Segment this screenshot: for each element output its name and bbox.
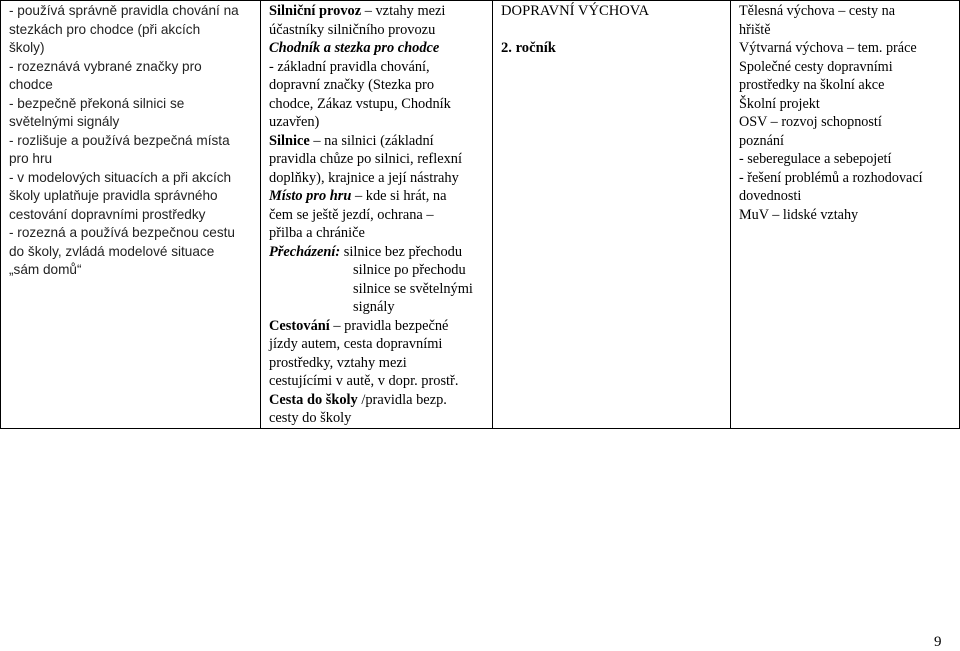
content-line: silnice se světelnými <box>353 280 473 297</box>
outcome-line: - v modelových situacích a při akcích <box>9 169 232 185</box>
crosslinks-cell <box>731 1 960 429</box>
topic-heading: Cesta do školy <box>269 391 358 408</box>
outcomes-cell <box>1 1 261 429</box>
content-line: chodce, Zákaz vstupu, Chodník <box>269 95 451 112</box>
topic-heading: Cestování <box>269 317 330 334</box>
content-line: cesty do školy <box>269 410 352 426</box>
crosslink-line: Školní projekt <box>739 95 820 112</box>
content-line: dopravní značky (Stezka pro <box>269 77 435 93</box>
crosslink-line: poznání <box>739 132 784 149</box>
content-line: - základní pravidla chování, <box>269 58 430 75</box>
outcome-line: cestování dopravními prostředky <box>9 206 206 222</box>
crosslink-line: Výtvarná výchova – tem. práce <box>739 40 917 56</box>
outcome-line: „sám domů“ <box>9 262 82 277</box>
content-line: Silnice – na silnici (základní <box>269 132 434 149</box>
grade-label: 2. ročník <box>501 40 556 56</box>
outcome-line: chodce <box>9 77 53 92</box>
spacer <box>501 21 725 40</box>
content-line: silnice po přechodu <box>353 262 466 278</box>
crosslink-line: - řešení problémů a rozhodovací <box>739 169 923 186</box>
outcome-line: - používá správně pravidla chování na <box>9 3 239 18</box>
content-line: účastníky silničního provozu <box>269 21 436 38</box>
content-line: pravidla chůze po silnici, reflexní <box>269 151 463 167</box>
crosslink-line: Tělesná výchova – cesty na <box>739 3 896 19</box>
outcome-line: světelnými signály <box>9 114 120 129</box>
outcome-line: pro hru <box>9 151 53 166</box>
content-line: přilba a chrániče <box>269 225 365 241</box>
content-line: signály <box>353 299 395 315</box>
content-line: prostředky, vztahy mezi <box>269 354 407 371</box>
topic-heading: Silnice <box>269 132 310 149</box>
content-line: doplňky), krajnice a její nástrahy <box>269 169 459 186</box>
crosslink-line: Společné cesty dopravními <box>739 58 893 75</box>
outcome-line: - rozezná a používá bezpečnou cestu <box>9 225 235 240</box>
crosslink-line: hřiště <box>739 21 771 38</box>
content-line: Cestování – pravidla bezpečné <box>269 317 449 334</box>
content-line: cestujícími v autě, v dopr. prostř. <box>269 373 459 389</box>
crosslink-line: OSV – rozvoj schopností <box>739 114 882 130</box>
topic-heading: Silniční provoz <box>269 3 362 19</box>
crosslink-line: MuV – lidské vztahy <box>739 206 859 223</box>
content-line: Místo pro hru – kde si hrát, na <box>269 188 447 204</box>
subject-title: DOPRAVNÍ VÝCHOVA <box>501 3 649 19</box>
outcome-line: - bezpečně překoná silnici se <box>9 95 185 111</box>
outcome-line: školy uplatňuje pravidla správného <box>9 188 218 203</box>
content-line <box>269 39 487 58</box>
outcome-line: - rozlišuje a používá bezpečná místa <box>9 132 230 148</box>
content-cell <box>261 1 493 429</box>
topic-heading: Přecházení: <box>269 243 341 260</box>
outcome-line: stezkách pro chodce (při akcích <box>9 21 201 37</box>
page-number: 9 <box>934 634 942 650</box>
content-line: jízdy autem, cesta dopravními <box>269 336 443 352</box>
content-line: Cesta do školy /pravidla bezp. <box>269 391 447 408</box>
outcome-line: - rozeznává vybrané značky pro <box>9 58 202 74</box>
crosslink-line: prostředky na školní akce <box>739 77 885 93</box>
content-line: čem se ještě jezdí, ochrana – <box>269 206 434 223</box>
crosslink-line: dovednosti <box>739 188 802 204</box>
topic-heading: Místo pro hru <box>269 188 352 204</box>
outcome-line: do školy, zvládá modelové situace <box>9 243 215 259</box>
crosslink-line: - seberegulace a sebepojetí <box>739 151 892 167</box>
content-line: Silniční provoz – vztahy mezi <box>269 3 446 19</box>
content-line: Přecházení: silnice bez přechodu <box>269 243 463 260</box>
subject-cell <box>493 1 731 429</box>
outcome-line: školy) <box>9 40 45 55</box>
table-row <box>1 1 960 429</box>
topic-heading: Chodník a stezka pro chodce <box>269 40 440 56</box>
content-line: uzavřen) <box>269 114 320 130</box>
